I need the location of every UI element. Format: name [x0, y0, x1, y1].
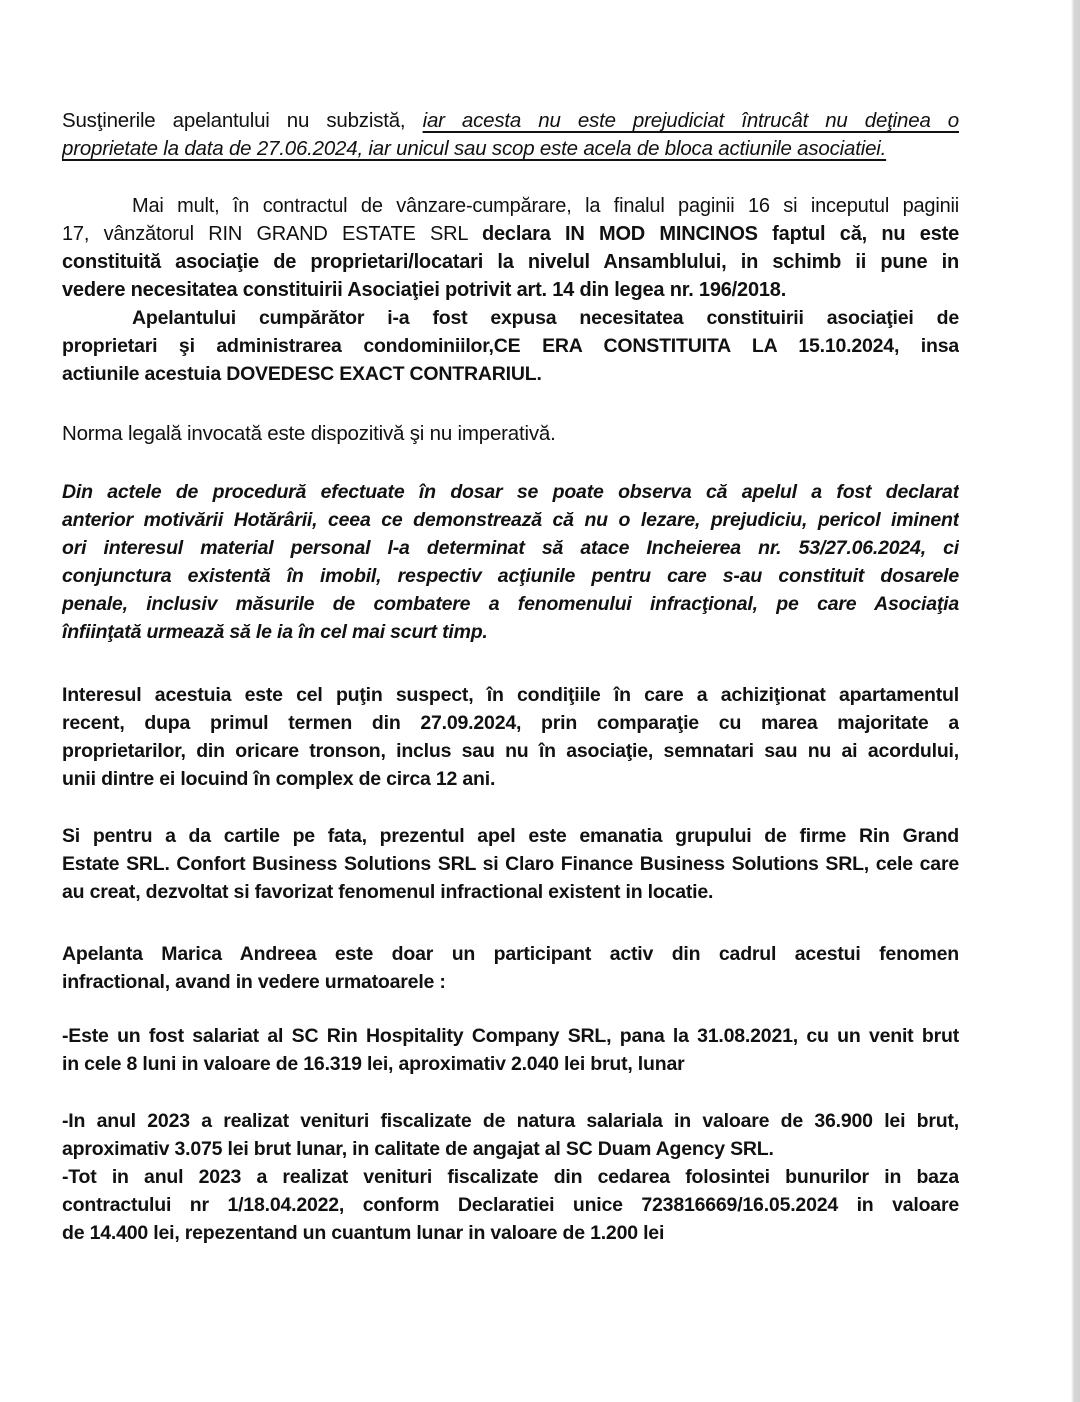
text-segment: proprietarilor, din oricare tronson, inclus sau nu în asociaţie, semnatari sau nu ai acordului,: [62, 740, 959, 762]
paragraph-norma-legala: [62, 420, 959, 448]
text-line: [62, 420, 959, 448]
text-line: [62, 765, 959, 793]
text-segment: Susţinerile apelantului nu subzistă,: [62, 109, 423, 132]
text-segment: unii dintre ei locuind în complex de circa 12 ani.: [62, 768, 496, 790]
text-line: [62, 878, 959, 906]
text-segment: au creat, dezvoltat si favorizat fenomenul infractional existent in locatie.: [62, 881, 714, 903]
text-line: [62, 192, 959, 220]
text-line: [62, 618, 959, 646]
text-segment: proprietari şi administrarea condominiilor,CE ERA CONSTITUITA LA 15.10.2024, insa: [62, 335, 959, 357]
text-line: [62, 360, 959, 388]
text-segment: -Tot in anul 2023 a realizat venituri fiscalizate din cedarea folosintei bunurilor in baza: [62, 1166, 959, 1188]
text-segment: in cele 8 luni in valoare de 16.319 lei, aproximativ 2.040 lei brut, lunar: [62, 1053, 685, 1075]
text-segment: Din actele de procedură efectuate în dosar se poate observa că apelul a fost declarat: [62, 481, 959, 503]
text-line: [62, 1163, 959, 1191]
paragraph-mai-mult-contract: [62, 192, 959, 304]
text-segment: de 14.400 lei, repezentand un cuantum lunar in valoare de 1.200 lei: [62, 1222, 665, 1244]
text-segment: contractului nr 1/18.04.2022, conform Declaratiei unice 723816669/16.05.2024 in valoare: [62, 1194, 959, 1216]
text-segment: Si pentru a da cartile pe fata, prezentul apel este emanatia grupului de firme Rin Grand: [62, 825, 959, 847]
text-line: [62, 478, 959, 506]
text-segment: conjunctura existentă în imobil, respectiv acţiunile pentru care s-au constituit dosarele: [62, 565, 959, 587]
text-segment: înfiinţată urmează să le ia în cel mai scurt timp.: [62, 621, 488, 643]
paragraph-in-anul-2023-salariala: [62, 1107, 959, 1163]
text-segment: Interesul acestuia este cel puţin suspect, în condiţiile în care a achiziţionat apartamentul: [62, 684, 959, 706]
text-line: [62, 940, 959, 968]
text-segment: recent, dupa primul termen din 27.09.2024, prin comparaţie cu marea majoritate a: [62, 712, 959, 734]
paragraph-interesul-acestuia: [62, 681, 959, 793]
document-body: [62, 107, 959, 1247]
paragraph-este-un-fost-salariat: [62, 1022, 959, 1078]
text-segment: Apelantului cumpărător i-a fost expusa necesitatea constituirii asociaţiei de: [132, 307, 959, 329]
text-line: [62, 1135, 959, 1163]
text-segment: constituită asociaţie de proprietari/locatari la nivelul Ansamblului, in schimb ii pune in: [62, 251, 959, 273]
text-segment: Estate SRL. Confort Business Solutions SRL si Claro Finance Business Solutions SRL, cele care: [62, 853, 959, 875]
text-line: [62, 562, 959, 590]
text-segment: iar acesta nu este prejudiciat întrucât nu deţinea o: [422, 109, 959, 132]
text-segment: Mai mult, în contractul de vânzare-cumpărare, la finalul paginii 16 si inceputul paginii: [132, 195, 959, 217]
text-line: [62, 968, 959, 996]
text-line: [62, 1191, 959, 1219]
text-line: [62, 506, 959, 534]
paragraph-apelantului-cumparator: [62, 304, 959, 388]
text-segment: Norma legală invocată este dispozitivă şi nu imperativă.: [62, 422, 556, 445]
text-line: [62, 248, 959, 276]
text-line: [62, 220, 959, 248]
scan-edge-strip: [1071, 0, 1080, 1402]
text-segment: -Este un fost salariat al SC Rin Hospitality Company SRL, pana la 31.08.2021, cu un venit brut: [62, 1025, 959, 1047]
text-segment: proprietate la data de 27.06.2024, iar unicul sau scop este acela de bloca actiunile asociatiei.: [62, 137, 887, 160]
text-segment: vedere necesitatea constituirii Asociaţiei potrivit art. 14 din legea nr. 196/2018.: [62, 279, 787, 301]
paragraph-apelanta-marica-andreea: [62, 940, 959, 996]
text-segment: anterior motivării Hotărârii, ceea ce demonstrează că nu o lezare, prejudiciu, pericol iminent: [62, 509, 959, 531]
text-line: [62, 304, 959, 332]
text-line: [62, 332, 959, 360]
text-line: [62, 681, 959, 709]
paragraph-din-actele-de-procedura: [62, 478, 959, 646]
paragraph-tot-in-anul-2023-cedare: [62, 1163, 959, 1247]
text-line: [62, 822, 959, 850]
text-line: [62, 1022, 959, 1050]
text-line: [62, 737, 959, 765]
text-line: [62, 590, 959, 618]
paragraph-si-pentru-a-da-cartile: [62, 822, 959, 906]
text-segment: ori interesul material personal l-a determinat să atace Incheierea nr. 53/27.06.2024, ci: [62, 537, 959, 559]
text-segment: actiunile acestuia DOVEDESC EXACT CONTRARIUL.: [62, 363, 542, 385]
text-segment: declara IN MOD MINCINOS faptul că, nu este: [481, 223, 959, 245]
text-line: [62, 135, 959, 163]
text-line: [62, 534, 959, 562]
paragraph-sustinerile-apelantului: [62, 107, 959, 163]
text-line: [62, 276, 959, 304]
text-line: [62, 709, 959, 737]
text-segment: aproximativ 3.075 lei brut lunar, in calitate de angajat al SC Duam Agency SRL.: [62, 1138, 774, 1160]
text-segment: Apelanta Marica Andreea este doar un participant activ din cadrul acestui fenomen: [62, 943, 959, 965]
text-segment: infractional, avand in vedere urmatoarele :: [62, 971, 446, 993]
text-line: [62, 1107, 959, 1135]
text-segment: -In anul 2023 a realizat venituri fiscalizate de natura salariala in valoare de 36.900 lei brut,: [62, 1110, 959, 1132]
text-line: [62, 850, 959, 878]
text-segment: penale, inclusiv măsurile de combatere a fenomenului infracţional, pe care Asociaţia: [62, 593, 959, 615]
text-line: [62, 1050, 959, 1078]
text-line: [62, 1219, 959, 1247]
text-segment: 17, vânzătorul RIN GRAND ESTATE SRL: [62, 223, 482, 245]
text-line: [62, 107, 959, 135]
